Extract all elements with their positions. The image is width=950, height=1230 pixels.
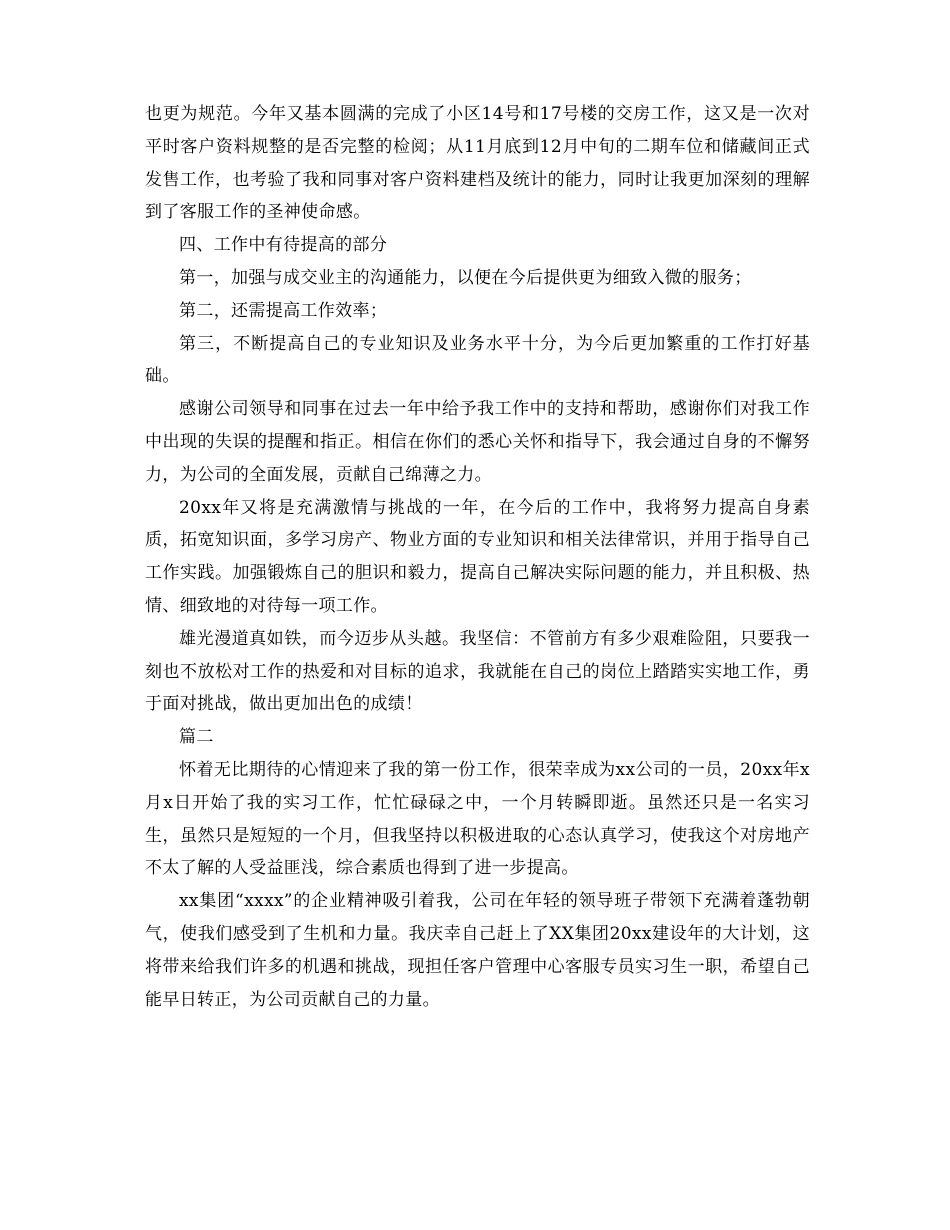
paragraph-company-spirit: xx集团“xxxx”的企业精神吸引着我，公司在年轻的领导班子带领下充满着蓬勃朝气，使我们感受到了生机和力量。我庆幸自己赶上了XX集团20xx建设年的大计划，这将带来给我们许多的机遇和挑战，现担任客户管理中心客服专员实习生一职，希望自己能早日转正，为公司贡献自己的力量。 [145,891,810,1010]
paragraph-first-job: 怀着无比期待的心情迎来了我的第一份工作，很荣幸成为xx公司的一员，20xx年x月x日开始了我的实习工作，忙忙碌碌之中，一个月转瞬即逝。虽然还只是一名实习生，虽然只是短短的一个月，但我坚持以积极进取的心态认真学习，使我这个对房地产不太了解的人受益匪浅，综合素质也得到了进一步提高。 [145,759,810,879]
paragraph-second-point: 第二，还需提高工作效率； [179,300,388,321]
paragraph-continued: 也更为规范。今年又基本圆满的完成了小区14号和17号楼的交房工作，这又是一次对平时客户资料规整的是否完整的检阅；从11月底到12月中旬的二期车位和储藏间正式发售工作，也考验了我和同事对客户资料建档及统计的能力，同时让我更加深刻的理解到了客服工作的圣神使命感。 [145,104,810,223]
section-heading-improvements: 四、工作中有待提高的部分 [179,235,388,256]
paragraph-thanks: 感谢公司领导和同事在过去一年中给予我工作中的支持和帮助，感谢你们对我工作中出现的失误的提醒和指正。相信在你们的悉心关怀和指导下，我会通过自身的不懈努力，为公司的全面发展，贡献自己绵薄之力。 [145,399,810,485]
paragraph-first-point: 第一，加强与成交业主的沟通能力，以便在今后提供更为细致入微的服务； [179,267,752,288]
paragraph-next-year: 20xx年又将是充满激情与挑战的一年，在今后的工作中，我将努力提高自身素质，拓宽知识面，多学习房产、物业方面的专业知识和相关法律常识，并用于指导自己工作实践。加强锻炼自己的胆识和毅力，提高自己解决实际问题的能力，并且积极、热情、细致地的对待每一项工作。 [145,497,810,616]
paragraph-resolve: 雄光漫道真如铁，而今迈步从头越。我坚信：不管前方有多少艰难险阻，只要我一刻也不放松对工作的热爱和对目标的追求，我就能在自己的岗位上踏踏实实地工作，勇于面对挑战，做出更加出色的成绩！ [145,628,810,715]
section-title-part-two: 篇二 [179,727,214,748]
paragraph-third-point: 第三，不断提高自己的专业知识及业务水平十分，为今后更加繁重的工作打好基础。 [145,333,810,387]
document-body [145,98,810,1016]
